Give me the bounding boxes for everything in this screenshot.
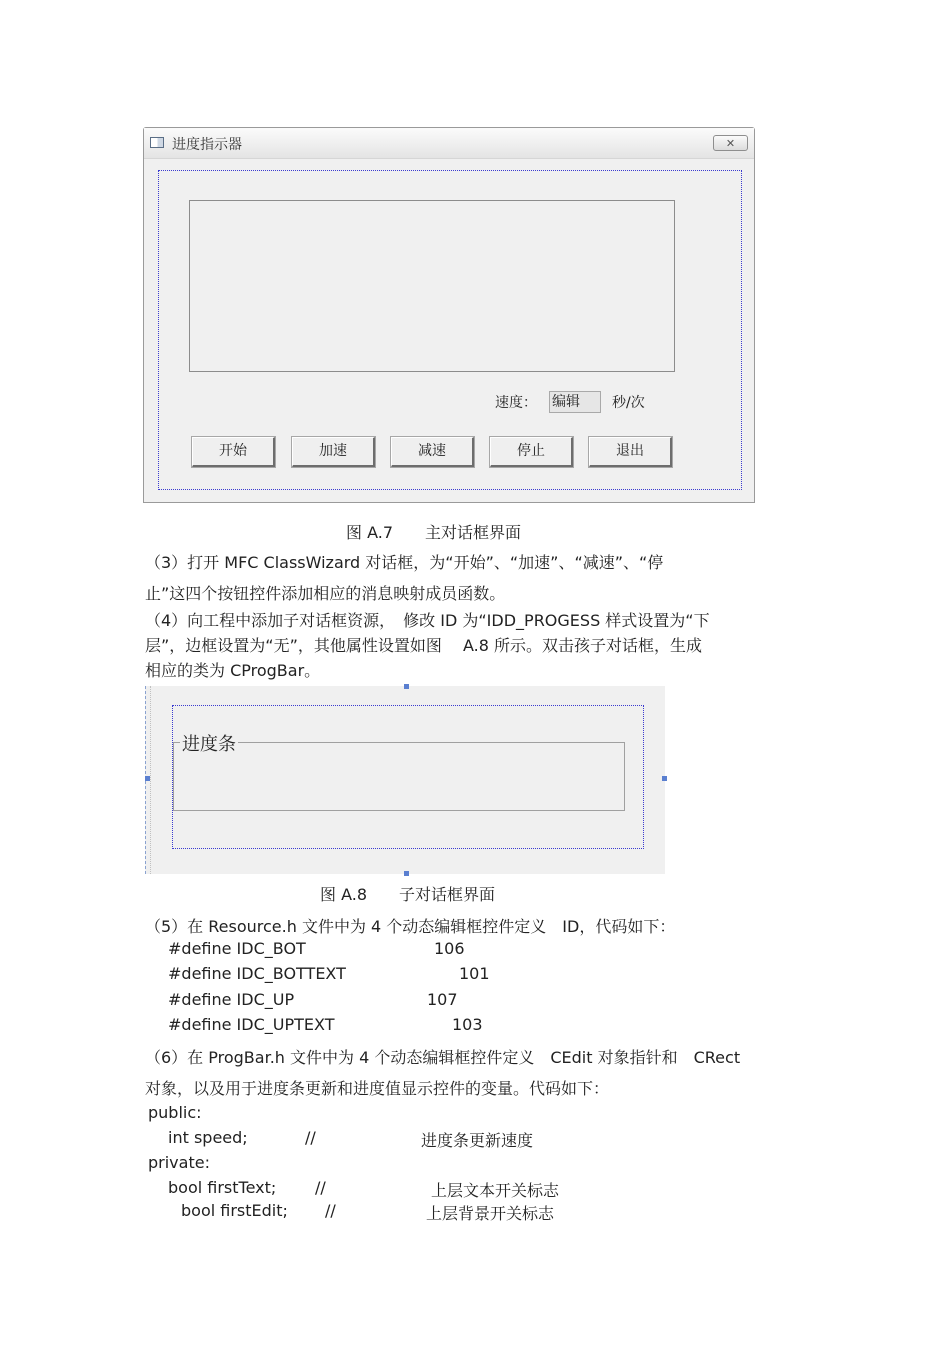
speed-unit-label: 秒/次 [612,395,645,411]
progress-group-box [173,742,625,811]
first-text-comment: 上层文本开关标志 [431,1181,560,1200]
comment-mark: // [305,1128,316,1147]
first-text-declaration: bool firstText; [168,1178,277,1197]
define-value: 103 [452,1015,483,1034]
first-edit-declaration: bool firstEdit; [181,1201,288,1220]
resize-handle[interactable] [404,684,409,689]
speed-up-button[interactable]: 加速 [292,437,375,467]
figure-a7-caption: 图 A.7 主对话框界面 [346,523,522,542]
first-edit-comment: 上层背景开关标志 [426,1204,555,1223]
para-5-intro: （5）在 Resource.h 文件中为 4 个动态编辑框控件定义 ID，代码如下： [145,917,676,936]
main-dialog-window [143,127,755,503]
public-keyword: public: [148,1103,202,1122]
speed-comment: 进度条更新速度 [421,1131,534,1150]
para-4-line-2: 层”，边框设置为“无”，其他属性设置如图 A.8 所示。双击孩子对话框，生成 [145,636,702,655]
comment-mark: // [315,1178,326,1197]
define-name: #define IDC_BOTTEXT [168,964,346,983]
para-6-line-2: 对象，以及用于进度条更新和进度值显示控件的变量。代码如下： [145,1079,610,1098]
speed-declaration: int speed; [168,1128,248,1147]
private-keyword: private: [148,1153,210,1172]
define-name: #define IDC_BOT [168,939,306,958]
para-6-line-1: （6）在 ProgBar.h 文件中为 4 个动态编辑框控件定义 CEdit 对象指针和 CRect [145,1048,741,1067]
define-value: 106 [434,939,465,958]
define-value: 107 [427,990,458,1009]
figure-a8-caption: 图 A.8 子对话框界面 [320,885,496,904]
para-4-line-3: 相应的类为 CProgBar。 [145,661,321,680]
start-button[interactable]: 开始 [192,437,275,467]
comment-mark: // [325,1201,336,1220]
window-title: 进度指示器 [172,137,242,153]
define-value: 101 [459,964,490,983]
progress-display-area [189,200,675,372]
para-4-line-1: （4）向工程中添加子对话框资源， 修改 ID 为“IDD_PROGESS 样式设置为“下 [145,611,710,630]
title-bar [144,128,754,159]
exit-button[interactable]: 退出 [589,437,672,467]
group-box-label: 进度条 [180,730,238,756]
close-button[interactable]: ✕ [713,135,748,151]
resize-handle[interactable] [662,776,667,781]
child-dialog-editor [145,686,665,874]
speed-edit-field[interactable]: 编辑 [549,391,601,413]
resize-handle[interactable] [145,776,150,781]
slow-down-button[interactable]: 减速 [391,437,474,467]
app-icon [150,137,164,148]
para-3-line-1: （3）打开 MFC ClassWizard 对话框，为“开始”、“加速”、“减速”、“停 [145,553,664,572]
define-name: #define IDC_UP [168,990,295,1009]
resize-handle[interactable] [404,871,409,876]
stop-button[interactable]: 停止 [490,437,573,467]
para-3-line-2: 止”这四个按钮控件添加相应的消息映射成员函数。 [145,584,506,603]
define-name: #define IDC_UPTEXT [168,1015,335,1034]
speed-label: 速度： [495,395,537,411]
